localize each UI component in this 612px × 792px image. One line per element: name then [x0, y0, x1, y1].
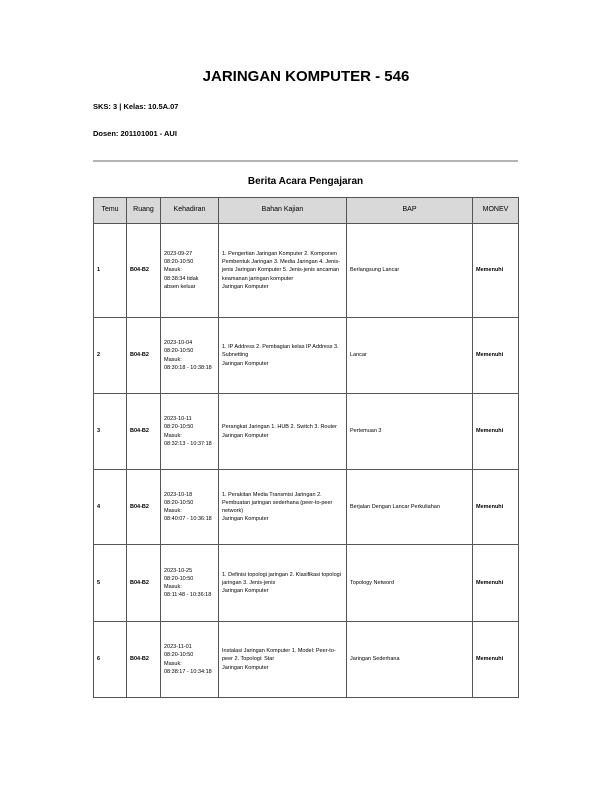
kehadiran-detail: 08:30:18 - 10:38:18: [164, 364, 212, 371]
kehadiran-date: 2023-10-25: [164, 567, 193, 574]
section-title: Berita Acara Pengajaran: [247, 176, 364, 187]
kajian-subject: Jaringan Komputer: [222, 664, 269, 671]
kehadiran-date: 2023-10-11: [164, 416, 192, 422]
kehadiran-cell: [161, 394, 219, 470]
kehadiran-detail: 08:38:34 tidak absen keluar: [164, 275, 199, 290]
temu-cell: 6: [94, 622, 127, 698]
bap-cell: Pertemuan 3: [347, 394, 473, 470]
kajian-text: Instalasi Jaringan Komputer 1. Model: Peer-to-peer 2. Topologi: Star: [222, 648, 336, 663]
kehadiran-cell: [161, 545, 219, 622]
ruang-cell: B04-B2: [127, 622, 161, 698]
sks-kelas-info: SKS: 3 | Kelas: 10.5A.07: [93, 102, 179, 111]
ruang-cell: B04-B2: [127, 470, 161, 545]
table-row: [94, 318, 519, 394]
bahan-kajian-cell: [219, 394, 347, 470]
kehadiran-cell: [161, 470, 219, 545]
bahan-kajian-cell: [219, 622, 347, 698]
kehadiran-date: 2023-11-01: [164, 644, 192, 650]
kehadiran-label: Masuk:: [164, 660, 182, 667]
kajian-text: 1. Perakitan Media Transmisi Jaringan 2. Pembuatan jaringan sederhana (peer-to-peer network): [222, 491, 333, 514]
kajian-subject: Jaringan Komputer: [222, 516, 269, 523]
ruang-cell: B04-B2: [127, 545, 161, 622]
kehadiran-label: Masuk:: [164, 432, 182, 439]
ruang-cell: B04-B2: [127, 224, 161, 318]
ruang-cell: B04-B2: [127, 394, 161, 470]
kajian-text: 1. Definisi topologi jaringan 2. Klasifikasi topologi jaringan 3. Jenis-jenis: [222, 571, 341, 586]
temu-cell: 2: [94, 318, 127, 394]
header-monev: MONEV: [473, 198, 519, 224]
kehadiran-time: 08:20-10:50: [164, 499, 194, 506]
kehadiran-detail: 08:11:48 - 10:36:18: [164, 592, 212, 599]
ruang-cell: B04-B2: [127, 318, 161, 394]
kehadiran-time: 08:20-10:50: [164, 652, 194, 659]
bahan-kajian-cell: [219, 224, 347, 318]
kehadiran-label: Masuk:: [164, 356, 182, 363]
temu-cell: 4: [94, 470, 127, 545]
kehadiran-cell: [161, 224, 219, 318]
monev-cell: Memenuhi: [473, 470, 519, 545]
kehadiran-label: Masuk:: [164, 508, 182, 514]
kehadiran-date: 2023-10-18: [164, 491, 193, 498]
kajian-subject: Jaringan Komputer: [222, 360, 269, 367]
kehadiran-time: 08:20-10:50: [164, 348, 194, 355]
table-row: [94, 545, 519, 622]
divider: [93, 160, 518, 162]
header-temu: Temu: [94, 198, 127, 224]
monev-cell: Memenuhi: [473, 622, 519, 698]
table-row: [94, 394, 519, 470]
temu-cell: 3: [94, 394, 127, 470]
kehadiran-label: Masuk:: [164, 267, 182, 274]
kehadiran-detail: 08:32:13 - 10:37:18: [164, 440, 212, 447]
kajian-subject: Jaringan Komputer: [222, 283, 269, 290]
monev-cell: Memenuhi: [473, 318, 519, 394]
kajian-subject: Jaringan Komputer: [222, 588, 269, 595]
kehadiran-time: 08:20-10:50: [164, 259, 194, 266]
bap-cell: Topology Netword: [347, 545, 473, 622]
kehadiran-cell: [161, 622, 219, 698]
kehadiran-cell: [161, 318, 219, 394]
kehadiran-detail: 08:40:07 - 10:36:18: [164, 516, 212, 523]
dosen-info: Dosen: 201101001 - AUI: [93, 129, 177, 138]
header-kehadiran: Kehadiran: [161, 198, 219, 224]
kehadiran-date: 2023-09-27: [164, 250, 193, 257]
bahan-kajian-cell: [219, 545, 347, 622]
temu-cell: 5: [94, 545, 127, 622]
kajian-text: 1. Pengertian Jaringan Komputer 2. Komponen Pembentuk Jaringan 3. Media Jaringan 4. Jenis-jenis Jaringan Komputer 5. Jenis-jenis ancaman keamanan jaringan komputer: [222, 250, 341, 282]
bap-cell: Lancar: [347, 318, 473, 394]
kehadiran-date: 2023-10-04: [164, 340, 193, 346]
monev-cell: Memenuhi: [473, 224, 519, 318]
kehadiran-detail: 08:38:17 - 10:34:18: [164, 668, 212, 675]
kehadiran-label: Masuk:: [164, 584, 182, 590]
kehadiran-time: 08:20-10:50: [164, 424, 194, 431]
bap-cell: Berjalan Dengan Lancar Perkuliahan: [347, 470, 473, 545]
kajian-text: Perangkat Jaringan 1. HUB 2. Switch 3. Router: [222, 424, 337, 431]
temu-cell: 1: [94, 224, 127, 318]
table-row: [94, 470, 519, 545]
monev-cell: Memenuhi: [473, 545, 519, 622]
bahan-kajian-cell: [219, 470, 347, 545]
bahan-kajian-cell: [219, 318, 347, 394]
kehadiran-time: 08:20-10:50: [164, 575, 194, 582]
bap-cell: Berlangsung Lancar: [347, 224, 473, 318]
monev-cell: Memenuhi: [473, 394, 519, 470]
header-ruang: Ruang: [127, 198, 161, 224]
kajian-subject: Jaringan Komputer: [222, 432, 269, 439]
table-row: [94, 224, 519, 318]
page-title: JARINGAN KOMPUTER - 546: [202, 68, 410, 85]
table-row: [94, 622, 519, 698]
table-header-row: [94, 198, 519, 224]
bap-cell: Jaringan Sederhana: [347, 622, 473, 698]
bap-table: [93, 197, 519, 698]
header-bahan-kajian: Bahan Kajian: [219, 198, 347, 224]
header-bap: BAP: [347, 198, 473, 224]
kajian-text: 1. IP Address 2. Pembagian kelas IP Address 3. Subnetting: [222, 344, 339, 359]
